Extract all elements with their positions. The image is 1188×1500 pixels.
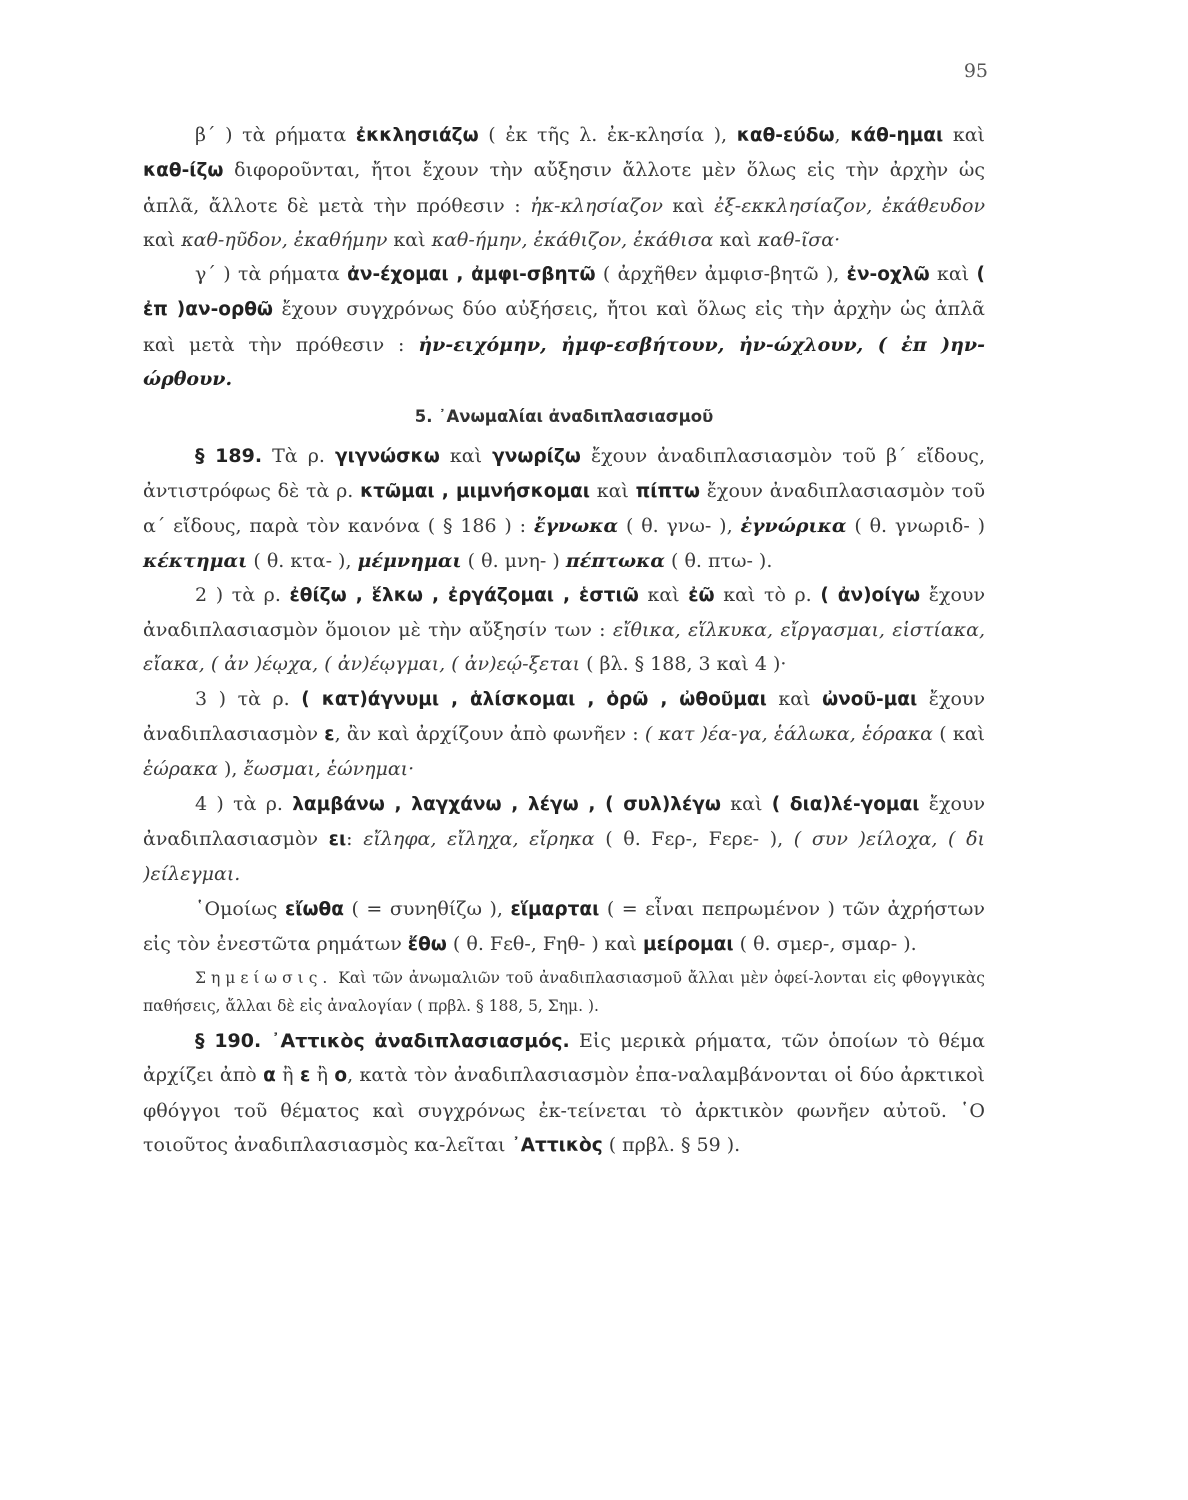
page-number: 95 bbox=[963, 60, 988, 82]
paragraph-190: § 190. ᾿Αττικὸς ἀναδιπλασιασμός. Εἰς μερικὰ ρήματα, τῶν ὁποίων τὸ θέμα ἀρχίζει ἀπὸ α ἢ ε ἢ ο, κατὰ τὸν ἀναδιπλασιασμὸν ἐπα-ναλαμβάνονται οἱ δύο ἀρκτικοὶ φθόγγοι τοῦ θέματος καὶ συγχρόνως ἐκ-τείνεται τὸ ἀρκτικὸν φωνῆεν αὐτοῦ. ῾Ο τοιοῦτος ἀναδιπλασιασμὸς κα-λεῖται ᾿Αττικὸς ( πρβλ. § 59 ). bbox=[143, 1030, 986, 1157]
paragraph-2: 2 ) τὰ ρ. ἐθίζω , ἕλκω , ἐργάζομαι , ἑστιῶ καὶ ἐῶ καὶ τὸ ρ. ( ἀν)οίγω ἔχουν ἀναδιπλασιασμὸν ὅμοιον μὲ τὴν αὔξησίν των : εἴθικα, εἵλκυκα, εἴργασμαι, εἱστίακα, εἴακα, ( ἀν )έῳχα, ( ἀν)έῳγμαι, ( ἀν)εῴ-ξεται ( βλ. § 188, 3 καὶ 4 )· bbox=[143, 583, 985, 676]
paragraph-similarly: ῾Ομοίως εἴωθα ( = συνηθίζω ), εἵμαρται ( = εἶναι πεπρωμένον ) τῶν ἀχρήστων εἰς τὸν ἐνεστῶτα ρημάτων ἔθω ( θ. Fεθ-, Fηθ- ) καὶ μείρομαι ( θ. σμερ-, σμαρ- ). bbox=[143, 897, 985, 955]
paragraph-gamma: γ΄ ) τὰ ρήματα ἀν-έχομαι , ἀμφι-σβητῶ ( ἀρχῆθεν ἀμφισ-βητῶ ), ἐν-οχλῶ καὶ ( ἐπ )αν-ορθῶ ἔχουν συγχρόνως δύο αὐξήσεις, ἤτοι καὶ ὅλως εἰς τὴν ἀρχὴν ὡς ἁπλᾶ καὶ μετὰ τὴν πρόθεσιν : ἠν-ειχόμην, ἠμφ-εσβήτουν, ἠν-ώχλουν, ( ἐπ )ην-ώρθουν. bbox=[143, 263, 986, 391]
note: Σημείωσις. Καὶ τῶν ἀνωμαλιῶν τοῦ ἀναδιπλασιασμοῦ ἄλλαι μὲν ὀφεί-λονται εἰς φθογγικὰς παθήσεις, ἄλλαι δὲ εἰς ἀναλογίαν ( πρβλ. § 188, 5, Σημ. ). bbox=[143, 969, 985, 1016]
paragraph-beta: β΄ ) τὰ ρήματα ἐκκλησιάζω ( ἐκ τῆς λ. ἐκ-κλησία ), καθ-εύδω, κάθ-ημαι καὶ καθ-ίζω διφοροῦνται, ἤτοι ἔχουν τὴν αὔξησιν ἄλλοτε μὲν ὅλως εἰς τὴν ἀρχὴν ὡς ἁπλᾶ, ἄλλοτε δὲ μετὰ τὴν πρόθεσιν : ἠκ-κλησίαζον καὶ ἐξ-εκκλησίαζον, ἐκάθευδον καὶ καθ-ηῦδον, ἐκαθήμην καὶ καθ-ήμην, ἐκάθιζον, ἐκάθισα καὶ καθ-ῖσα· bbox=[143, 124, 985, 251]
paragraph-3: 3 ) τὰ ρ. ( κατ)άγνυμι , ἁλίσκομαι , ὁρῶ , ὠθοῦμαι καὶ ὠνοῦ-μαι ἔχουν ἀναδιπλασιασμὸν ε, ἂν καὶ ἀρχίζουν ἀπὸ φωνῆεν : ( κατ )έα-γα, ἑάλωκα, ἑόρακα ( καὶ ἑώρακα ), ἔωσμαι, ἑώνημαι· bbox=[143, 687, 985, 781]
section-heading: 5. ᾿Ανωμαλίαι ἀναδιπλασιασμοῦ bbox=[414, 407, 714, 427]
paragraph-4: 4 ) τὰ ρ. λαμβάνω , λαγχάνω , λέγω , ( συλ)λέγω καὶ ( δια)λέ-γομαι ἔχουν ἀναδιπλασιασμὸν ει: εἴληφα, εἴληχα, εἴρηκα ( θ. Fερ-, Fερε- ), ( συν )είλοχα, ( δι )είλεγμαι. bbox=[143, 792, 986, 886]
paragraph-189: § 189. Τὰ ρ. γιγνώσκω καὶ γνωρίζω ἔχουν ἀναδιπλασιασμὸν τοῦ β΄ εἴδους, ἀντιστρόφως δὲ τὰ ρ. κτῶμαι , μιμνήσκομαι καὶ πίπτω ἔχουν ἀναδιπλασιασμὸν τοῦ α΄ εἴδους, παρὰ τὸν κανόνα ( § 186 ) : ἔγνωκα ( θ. γνω- ), ἐγνώρικα ( θ. γνωριδ- ) κέκτημαι ( θ. κτα- ), μέμνημαι ( θ. μνη- ) πέπτωκα ( θ. πτω- ). bbox=[143, 444, 986, 572]
body-text bbox=[143, 118, 985, 1163]
